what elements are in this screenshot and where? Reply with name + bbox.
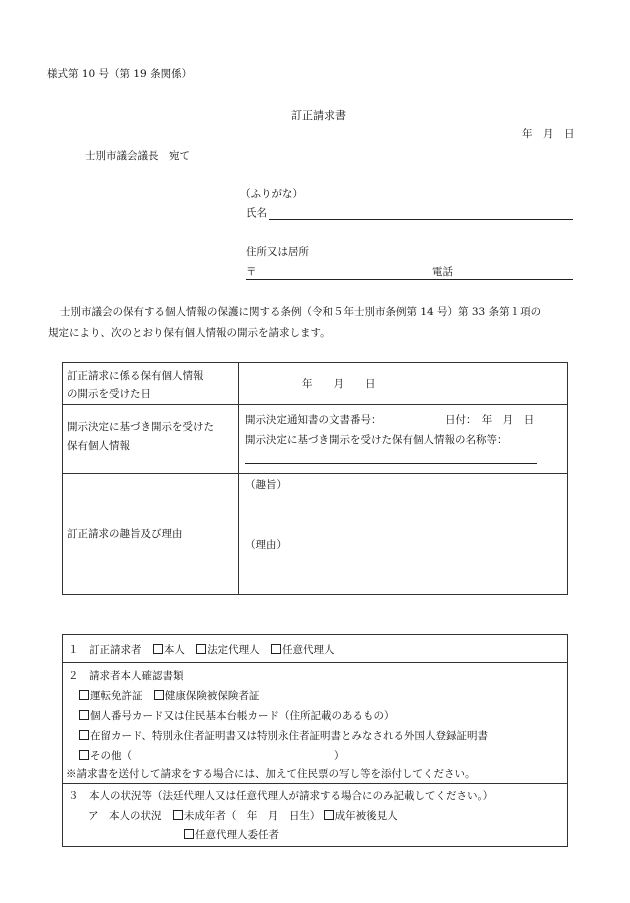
- identity-docs-note: ※請求書を送付して請求をする場合には、加えて住民票の写し等を添付してください。: [66, 768, 476, 780]
- name-label: 氏名: [246, 207, 267, 219]
- option-adult-ward[interactable]: 成年被後見人: [324, 810, 398, 822]
- status-row: [88, 806, 398, 826]
- table-divider: [238, 362, 239, 594]
- checkbox-icon: [79, 750, 89, 760]
- name-field[interactable]: [269, 219, 573, 220]
- checkbox-icon: [153, 644, 163, 654]
- option-health-insurance[interactable]: 健康保険被保険者証: [154, 690, 260, 702]
- intro-line-1: 士別市議会の保有する個人情報の保護に関する条例（令和５年士別市条例第 14 号）第 33 条第１項の: [60, 306, 542, 318]
- doc-date-label[interactable]: 日付： 年 月 日: [445, 414, 535, 426]
- intro-line-2: 規定により、次のとおり保有個人情報の開示を請求します。: [48, 327, 331, 339]
- form-number: 様式第 10 号（第 19 条関係）: [47, 68, 193, 80]
- option-voluntary-agent[interactable]: 任意代理人: [271, 644, 335, 656]
- option-delegator[interactable]: 任意代理人委任者: [184, 825, 279, 845]
- purpose-label[interactable]: （趣旨）: [245, 479, 287, 491]
- checkbox-icon: [271, 644, 281, 654]
- identity-docs-row-1: [79, 686, 259, 706]
- checkbox-icon: [173, 810, 183, 820]
- option-self[interactable]: 本人: [153, 644, 185, 656]
- address-field[interactable]: [246, 279, 573, 280]
- date-line: 年 月 日: [522, 128, 575, 140]
- document-title: 訂正請求書: [291, 109, 346, 122]
- option-other-close: ）: [334, 750, 345, 762]
- disclosure-date-value[interactable]: 年 月 日: [302, 378, 376, 390]
- checkbox-icon: [184, 829, 194, 839]
- info-name-label[interactable]: 開示決定に基づき開示を受けた保有個人情報の名称等：: [245, 434, 508, 446]
- table-row-separator: [62, 662, 567, 663]
- disclosure-date-label: 訂正請求に係る保有個人情報 の開示を受けた日: [67, 370, 204, 400]
- reason-label[interactable]: （理由）: [245, 539, 287, 551]
- postal-mark: 〒: [246, 266, 257, 278]
- checkbox-icon: [324, 810, 334, 820]
- option-other[interactable]: その他（: [79, 746, 132, 766]
- requester-type-heading: １ 訂正請求者: [68, 644, 142, 656]
- status-label: ア 本人の状況: [88, 810, 162, 822]
- phone-label: 電話: [432, 266, 453, 278]
- table-row-separator: [62, 473, 567, 474]
- identity-docs-heading: ２ 請求者本人確認書類: [68, 670, 184, 682]
- checkbox-icon: [154, 690, 164, 700]
- checkbox-icon: [79, 710, 89, 720]
- disclosed-info-label: 開示決定に基づき開示を受けた 保有個人情報: [67, 421, 214, 452]
- option-drivers-license[interactable]: 運転免許証: [79, 690, 143, 702]
- option-legal-agent[interactable]: 法定代理人: [196, 644, 260, 656]
- doc-number-label[interactable]: 開示決定通知書の文書番号：: [245, 414, 382, 426]
- checkbox-icon: [196, 644, 206, 654]
- correction-purpose-reason-label: 訂正請求の趣旨及び理由: [67, 528, 183, 540]
- addressee: 士別市議会議長 宛て: [85, 150, 190, 162]
- status-heading: ３ 本人の状況等（法廷代理人又は任意代理人が請求する場合にのみ記載してください。）: [68, 790, 494, 802]
- requester-type-row: [68, 642, 335, 657]
- furigana-label: （ふりがな）: [240, 188, 303, 200]
- option-mynumber-card[interactable]: 個人番号カード又は住民基本台帳カード（住所記載のあるもの）: [79, 706, 395, 726]
- option-minor[interactable]: 未成年者（ 年 月 日生）: [173, 810, 321, 822]
- checkbox-icon: [79, 730, 89, 740]
- checkbox-icon: [79, 690, 89, 700]
- option-residence-card[interactable]: 在留カード、特別永住者証明書又は特別永住者証明書とみなされる外国人登録証明書: [79, 726, 488, 746]
- address-label: 住所又は居所: [246, 246, 309, 258]
- table-row-separator: [62, 404, 567, 405]
- info-name-field[interactable]: [245, 463, 537, 464]
